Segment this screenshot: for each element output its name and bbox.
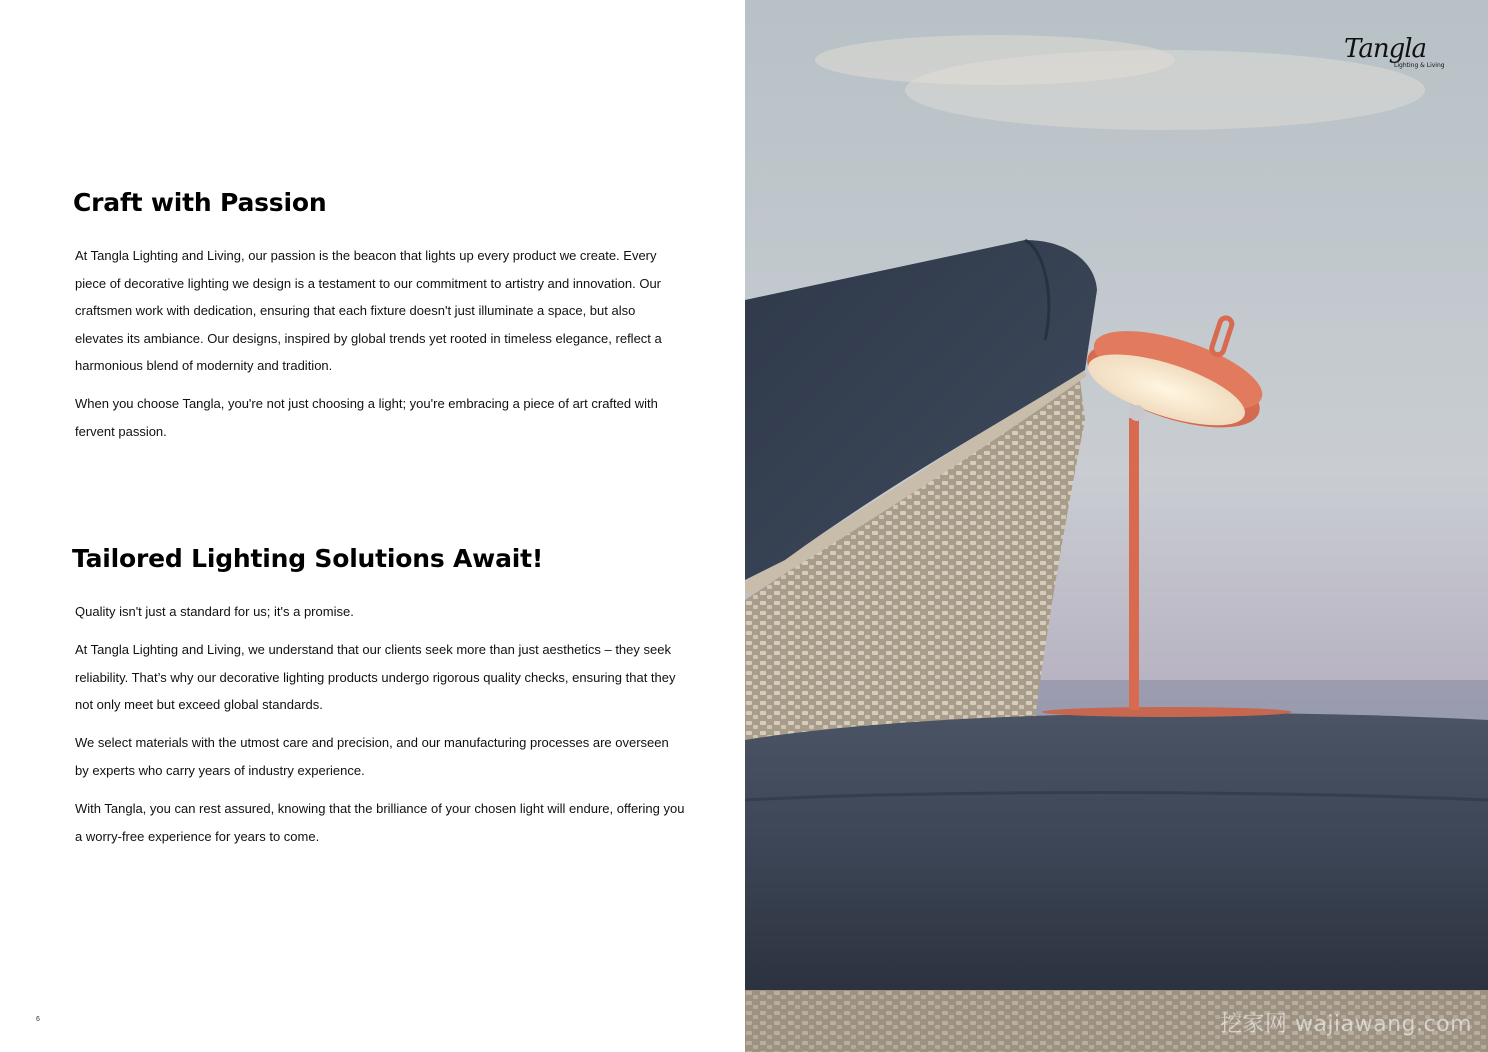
logo-tagline: Lighting & Living — [1394, 62, 1445, 69]
paragraph: At Tangla Lighting and Living, we understand that our clients seek more than just aesthetics – they seek reliability. That’s why our decorative lighting products undergo rigorous quality checks, ensuring that they not only meet but exceed global standards. — [75, 642, 676, 712]
paragraph: We select materials with the utmost care and precision, and our manufacturing processes are overseen by experts who carry years of industry experience. — [75, 735, 669, 778]
section-heading-tailored: Tailored Lighting Solutions Await! — [72, 544, 544, 573]
lamp-photo — [745, 0, 1488, 1052]
page-number: 6 — [36, 1016, 40, 1023]
watermark: 挖家网 wajiawang.com — [1219, 1012, 1472, 1037]
paragraph: With Tangla, you can rest assured, knowing that the brilliance of your chosen light will endure, offering you a worry-free experience for years to come. — [75, 801, 685, 844]
paragraph: At Tangla Lighting and Living, our passion is the beacon that lights up every product we create. Every piece of decorative lighting we design is a testament to our commitment to artistry and innovation. Our craftsmen work with dedication, ensuring that each fixture doesn't just illuminate a space, but also elevates its ambiance. Our designs, inspired by global trends yet rooted in timeless elegance, reflect a harmonious blend of modernity and tradition. — [75, 248, 662, 373]
section-heading-craft: Craft with Passion — [73, 188, 327, 217]
paragraph: When you choose Tangla, you're not just choosing a light; you're embracing a piece of art crafted with fervent passion. — [75, 396, 658, 439]
logo-script: Tangla — [1344, 34, 1427, 64]
paragraph: Quality isn't just a standard for us; it's a promise. — [75, 604, 354, 619]
brand-logo — [1344, 34, 1454, 80]
